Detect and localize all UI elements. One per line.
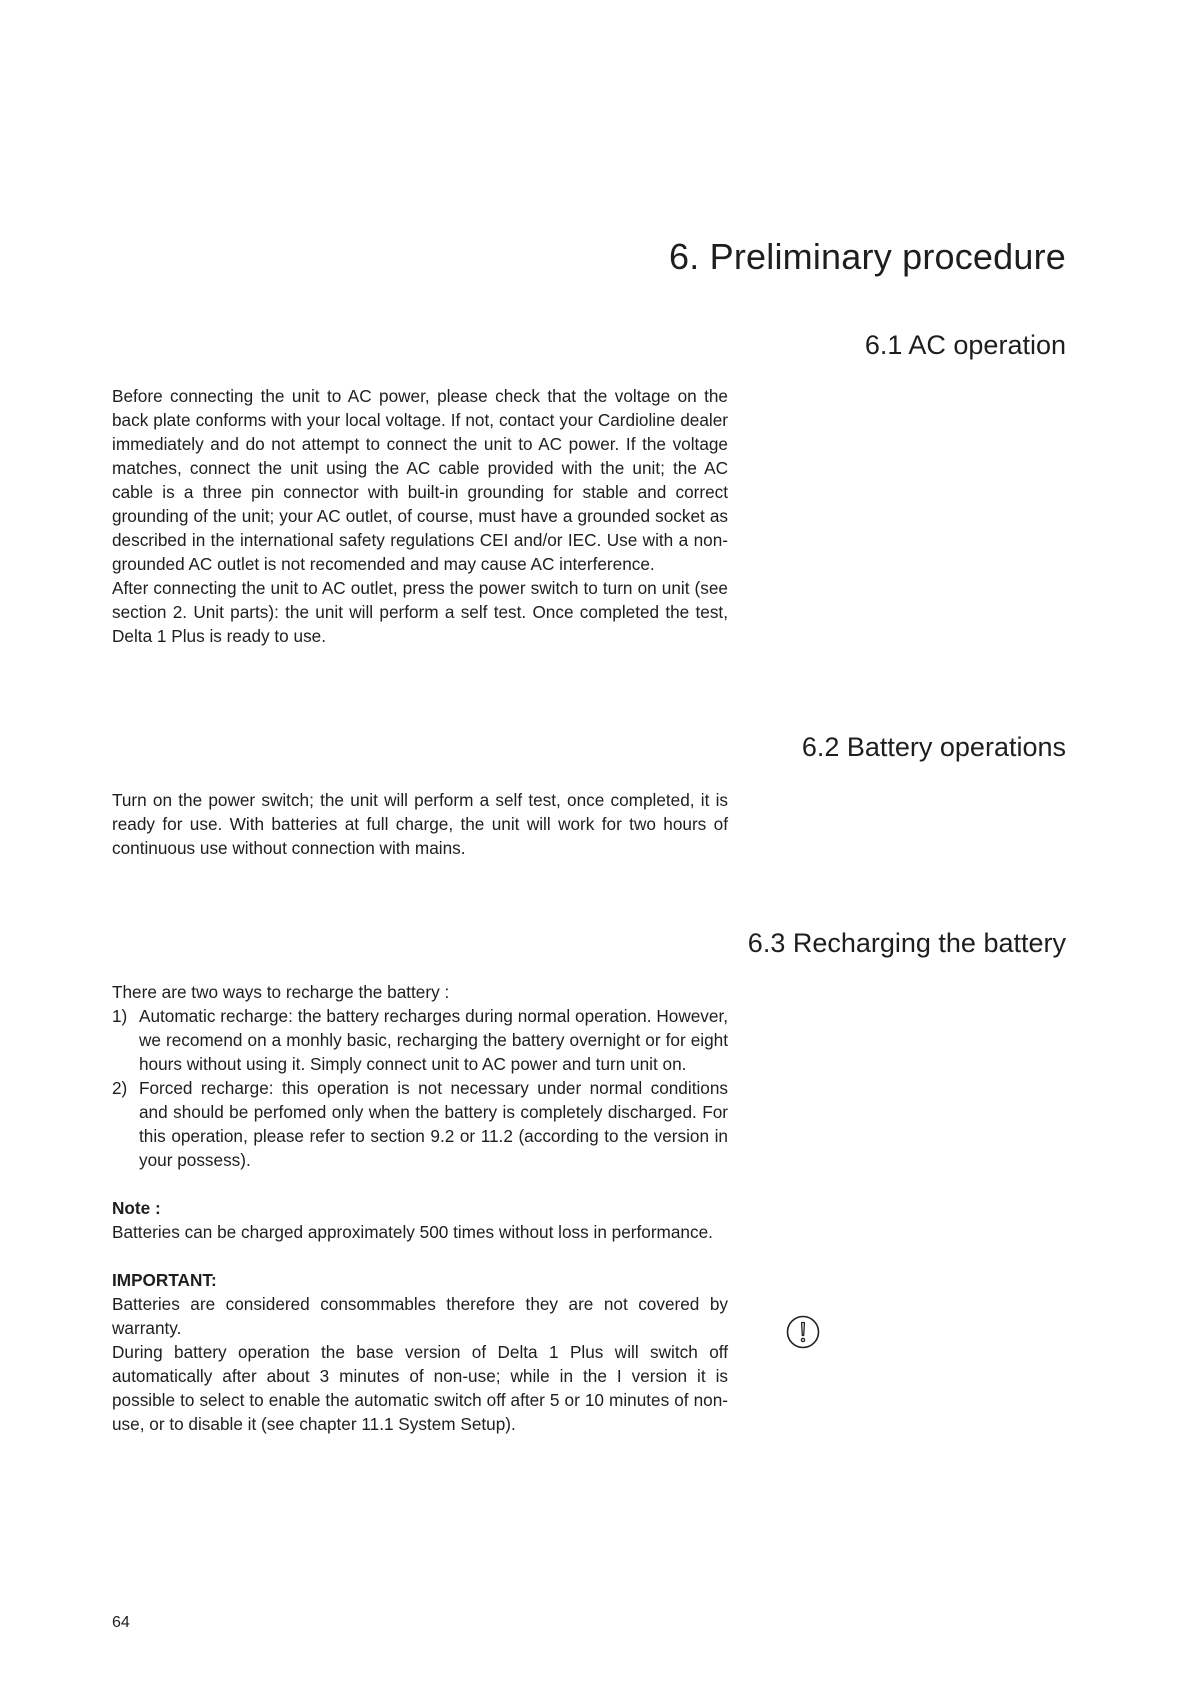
list-item-text: Automatic recharge: the battery recharges during normal operation. However, we recomend on a monhly basic, recharging the battery overnight or for eight hours without using it. Simply connect unit to AC power and turn unit on.: [139, 1006, 728, 1074]
recharge-methods-list: [112, 1004, 728, 1172]
note-text: Batteries can be charged approximately 500 times without loss in performance.: [112, 1222, 713, 1242]
list-item: [112, 1004, 728, 1076]
important-text: During battery operation the base version of Delta 1 Plus will switch off automatically after about 3 minutes of non-use; while in the I version it is possible to select to enable the automatic switch off after 5 or 10 minutes of non-use, or to disable it (see chapter 11.1 System Setup).: [112, 1342, 728, 1434]
list-item-text: Forced recharge: this operation is not necessary under normal conditions and should be perfomed only when the battery is completely discharged. For this operation, please refer to section 9.2 or 11.2 (according to the version in your possess).: [139, 1078, 728, 1170]
note-label: Note :: [112, 1198, 161, 1218]
important-label: IMPORTANT:: [112, 1270, 217, 1290]
paragraph: After connecting the unit to AC outlet, press the power switch to turn on unit (see section 2. Unit parts): the unit will perform a self test. Once completed the test, Delta 1 Plus is ready to use.: [112, 578, 728, 646]
list-item: [112, 1076, 728, 1172]
list-item-number: 2): [112, 1078, 128, 1098]
exclamation-circle-icon: [785, 1314, 821, 1350]
section-body-battery-operations: [112, 788, 728, 860]
paragraph: Before connecting the unit to AC power, please check that the voltage on the back plate conforms with your local voltage. If not, contact your Cardioline dealer immediately and do not attempt to connect the unit to AC power. If the voltage matches, connect the unit using the AC cable provided with the unit; the AC cable is a three pin connector with built-in grounding for stable and correct grounding of the unit; your AC outlet, of course, must have a grounded socket as described in the international safety regulations CEI and/or IEC. Use with a non-grounded AC outlet is not recomended and may cause AC interference.: [112, 386, 728, 574]
chapter-title: 6. Preliminary procedure: [669, 236, 1066, 277]
section-title-ac-operation: 6.1 AC operation: [864, 330, 1066, 360]
section-body-recharging-battery: [112, 980, 728, 1436]
section-body-ac-operation: [112, 384, 728, 648]
page-number: 64: [112, 1614, 130, 1631]
section-title-battery-operations: 6.2 Battery operations: [801, 732, 1066, 762]
list-item-number: 1): [112, 1006, 128, 1026]
section-title-recharging-battery: 6.3 Recharging the battery: [747, 928, 1066, 958]
paragraph: Turn on the power switch; the unit will perform a self test, once completed, it is ready for use. With batteries at full charge, the unit will work for two hours of continuous use without connection with mains.: [112, 790, 728, 858]
important-text: Batteries are considered consommables therefore they are not covered by warranty.: [112, 1294, 728, 1338]
intro-text: There are two ways to recharge the battery :: [112, 982, 450, 1002]
